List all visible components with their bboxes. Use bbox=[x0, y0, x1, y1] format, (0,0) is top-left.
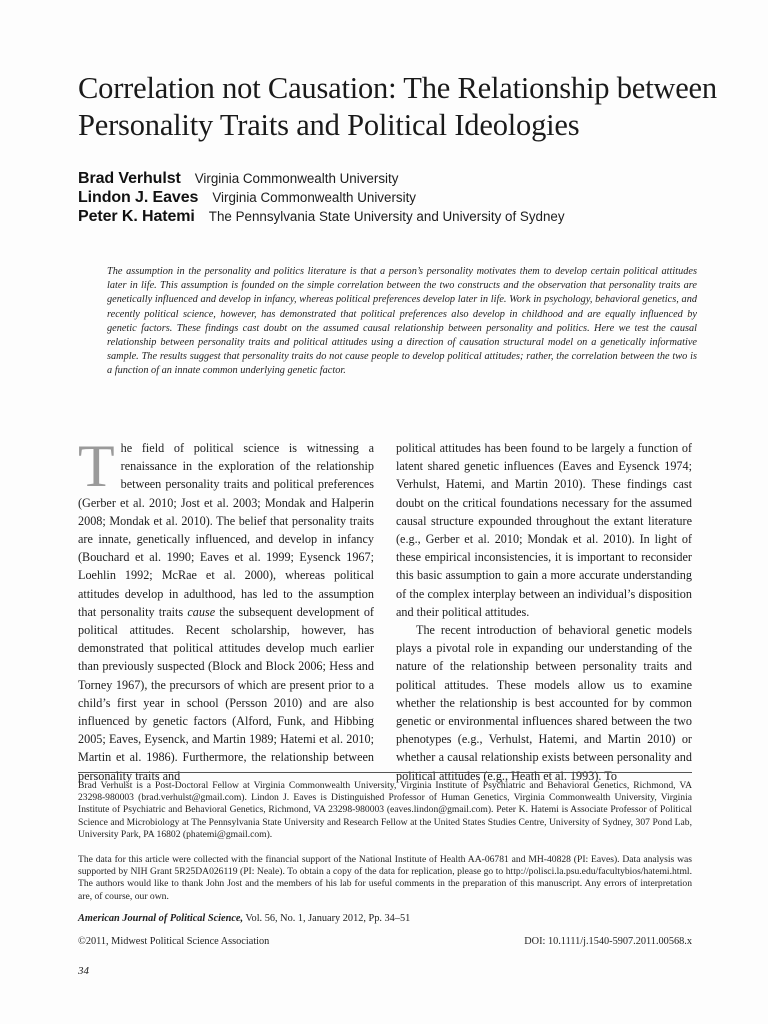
author-bio-footnote: Brad Verhulst is a Post-Doctoral Fellow at Virginia Commonwealth University, Virginia Institute of Psychiatric and Behavioral Genetics, Richmond, VA 23298-980003 (brad.verhulst@gmail.com). Lindon J. Eaves is Distinguished Professor of Human Genetics, Virginia Commonwealth University, Virginia Institute of Psychiatric and Behavioral Genetics, Richmond, VA 23298-980003 (eaves.lindon@gmail.com). Peter K. Hatemi is Associate Professor of Political Science and Microbiology at The Pennsylvania State University and Research Fellow at the United States Studies Centre, University of Sydney, 307 Pond Lab, University Park, PA 16802 (phatemi@gmail.com). bbox=[78, 780, 692, 840]
drop-cap: T bbox=[78, 433, 115, 499]
page-number: 34 bbox=[78, 965, 89, 977]
author-name: Peter K. Hatemi bbox=[78, 208, 195, 225]
body-column-left bbox=[78, 433, 374, 785]
copyright-notice: ©2011, Midwest Political Science Association bbox=[78, 936, 270, 947]
author-entry bbox=[78, 207, 718, 226]
author-affiliation: The Pennsylvania State University and University of Sydney bbox=[208, 209, 565, 224]
author-list bbox=[78, 169, 718, 226]
author-name: Brad Verhulst bbox=[78, 170, 181, 187]
body-text: he field of political science is witnessing a renaissance in the exploration of the relationship between personality traits and political preferences (Gerber et al. 2010; Jost et al. 2003; Mondak and Halperin 2008; Mondak et al. 2010). The belief that personality traits are innate, genetically influenced, and develop in infancy (Bouchard et al. 1990; Eaves et al. 1999; Eysenck 1967; Loehlin 1992; McRae et al. 2000), whereas political attitudes develop in adulthood, has led to the assumption that personality traits bbox=[78, 441, 374, 619]
journal-volume: Vol. 56, No. 1, January 2012, Pp. 34–51 bbox=[243, 913, 411, 924]
author-name: Lindon J. Eaves bbox=[78, 189, 199, 206]
body-column-right bbox=[396, 439, 692, 785]
article-title: Correlation not Causation: The Relationship between Personality Traits and Political Ideologies bbox=[78, 71, 717, 142]
body-paragraph: The recent introduction of behavioral genetic models plays a pivotal role in expanding our understanding of the nature of the relationship between personality traits and political attitudes. These models allow us to examine whether the relationship is best accounted for by common genetic or environmental influences shared between the two phenotypes (e.g., Verhulst, Hatemi, and Martin 2010) or whether a causal relationship exists between personality and political attitudes (e.g., Heath et al. 1993). To bbox=[396, 623, 692, 783]
journal-citation bbox=[78, 912, 692, 925]
body-paragraph bbox=[78, 433, 374, 785]
journal-name: American Journal of Political Science, bbox=[78, 913, 244, 924]
author-entry bbox=[78, 169, 718, 188]
doi-link[interactable]: DOI: 10.1111/j.1540-5907.2011.00568.x bbox=[524, 936, 692, 947]
author-affiliation: Virginia Commonwealth University bbox=[212, 190, 416, 205]
abstract: The assumption in the personality and politics literature is that a person’s personality motivates them to develop certain political attitudes later in life. This assumption is founded on the simple correlation between the two constructs and the observation that personality traits are genetically influenced and develop in infancy, whereas political preferences develop later in life. Work in psychology, behavioral genetics, and recently political science, however, has demonstrated that political preferences also develop in childhood and are equally influenced by genetic factors. These findings cast doubt on the assumed causal relationship between personality and politics. Here we test the causal relationship between personality traits and political attitudes using a direction of causation structural model on a genetically informative sample. The results suggest that personality traits do not cause people to develop political attitudes; rather, the correlation between the two is a function of an innate common underlying genetic factor. bbox=[107, 266, 697, 377]
emphasis-word: cause bbox=[187, 604, 216, 619]
body-text: the subsequent development of political attitudes. Recent scholarship, however, has demonstrated that political attitudes develop much earlier than previously suspected (Block and Block 2006; Hess and Torney 1967), the precursors of which are present prior to a child’s first year in school (Persson 2010) and are also influenced by genetic factors (Alford, Funk, and Hibbing 2005; Eaves, Eysenck, and Martin 1989; Hatemi et al. 2010; Martin et al. 1986). Furthermore, the relationship between personality traits and bbox=[78, 604, 374, 783]
author-affiliation: Virginia Commonwealth University bbox=[194, 171, 399, 186]
author-entry bbox=[78, 188, 718, 207]
footnote-divider bbox=[78, 772, 692, 773]
body-paragraph: political attitudes has been found to be largely a function of latent shared genetic influences (Eaves and Eysenck 1974; Verhulst, Hatemi, and Martin 2010). These findings cast doubt on the critical foundations necessary for the assumed causal structure expounded throughout the extant literature (e.g., Gerber et al. 2010; Mondak et al. 2010). In light of these empirical inconsistencies, it is important to reconsider this basic assumption to gain a more accurate understanding of the complex interplay between an individual’s disposition and their political attitudes. bbox=[396, 441, 692, 619]
funding-footnote: The data for this article were collected with the financial support of the National Institute of Health AA-06781 and MH-40828 (PI: Eaves). Data analysis was supported by NIH Grant 5R25DA026119 (PI: Neale). To obtain a copy of the data for replication, please go to http://polisci.la.psu.edu/facultybios/hatemi.html. The authors would like to thank John Jost and the members of his lab for useful comments in the preparation of this manuscript. Any errors of interpretation are, of course, our own. bbox=[78, 854, 692, 902]
